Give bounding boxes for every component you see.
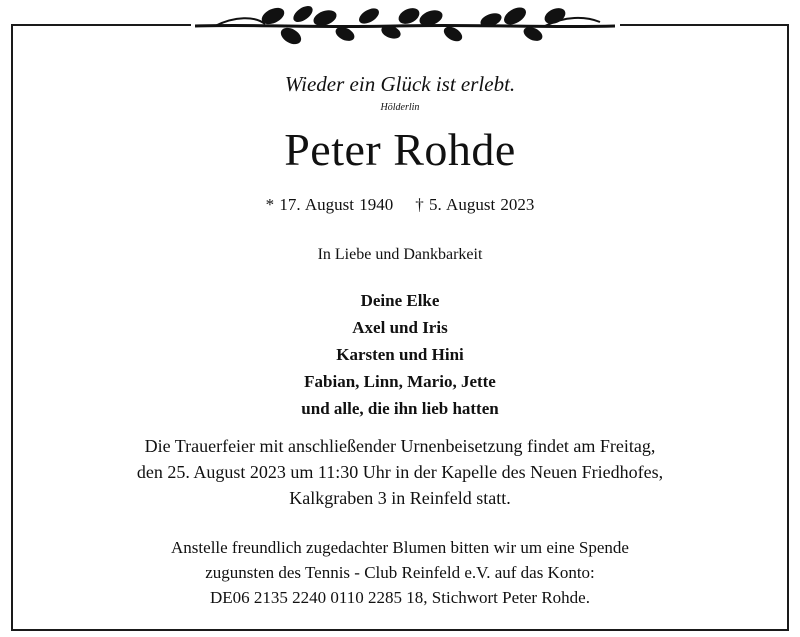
life-dates [13,194,787,216]
family-member: Fabian, Linn, Mario, Jette [304,372,496,391]
family-member: und alle, die ihn lieb hatten [301,399,499,418]
donation-request [13,535,787,610]
death-date: † 5. August 2023 [415,195,535,214]
donation-line: DE06 2135 2240 0110 2285 18, Stichwort Peter Rohde. [210,588,590,607]
frame-top-line-left [11,24,191,26]
birth-date: * 17. August 1940 [265,195,394,214]
frame-top-line-right [620,24,787,26]
family-member: Deine Elke [360,291,440,310]
ivy-branch-ornament-icon [195,2,615,58]
funeral-announcement [13,433,787,511]
deceased-name: Peter Rohde [284,124,516,175]
donation-line: zugunsten des Tennis - Club Reinfeld e.V. auf das Konto: [205,563,595,582]
funeral-line: den 25. August 2023 um 11:30 Uhr in der Kapelle des Neuen Friedhofes, [136,462,664,482]
family-member: Karsten und Hini [336,345,464,364]
family-member: Axel und Iris [352,318,448,337]
dedication-line: In Liebe und Dankbarkeit [317,246,483,263]
family-list [13,287,787,422]
donation-line: Anstelle freundlich zugedachter Blumen bitten wir um eine Spende [171,538,629,557]
funeral-line: Kalkgraben 3 in Reinfeld statt. [289,488,511,508]
epigraph-quote: Wieder ein Glück ist erlebt. [284,72,516,96]
funeral-line: Die Trauerfeier mit anschließender Urnenbeisetzung findet am Freitag, [144,436,656,456]
epigraph-author: Hölderlin [380,102,420,113]
